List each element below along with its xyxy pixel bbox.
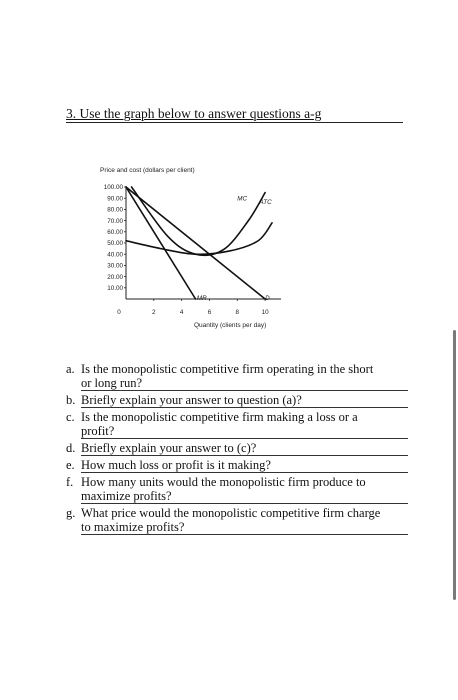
- monopolistic-competition-chart: [0, 0, 458, 340]
- vertical-scrollbar[interactable]: [453, 330, 456, 600]
- question-text-line: maximize profits?: [81, 489, 408, 504]
- question-item: [66, 393, 408, 408]
- y-tick-label: 40.00: [107, 251, 123, 259]
- x-tick-label: 10: [261, 309, 269, 316]
- y-tick-label: 30.00: [107, 262, 123, 270]
- y-tick-label: 20.00: [107, 273, 123, 281]
- question-item: [66, 441, 408, 456]
- y-tick-label: 70.00: [107, 217, 123, 225]
- question-letter: b.: [66, 393, 76, 407]
- x-tick-label: 2: [152, 309, 156, 316]
- question-list: [66, 362, 408, 537]
- x-tick-label: 6: [207, 309, 212, 316]
- question-text-line: or long run?: [81, 376, 408, 391]
- question-text-line: What price would the monopolistic competitive firm charge: [81, 506, 381, 520]
- d-label: D: [265, 295, 270, 303]
- x-axis-label: Quantity (clients per day): [194, 322, 267, 329]
- question-letter: g.: [66, 506, 76, 520]
- y-tick-label: 50.00: [107, 240, 123, 248]
- question-letter: e.: [66, 458, 75, 472]
- question-letter: c.: [66, 410, 75, 424]
- question-text-line: Briefly explain your answer to (c)?: [81, 441, 408, 456]
- question-letter: f.: [66, 475, 74, 489]
- question-letter: a.: [66, 362, 75, 376]
- y-axis-label: Price and cost (dollars per client): [100, 167, 195, 174]
- mr-label: MR: [196, 295, 207, 303]
- d-curve: [126, 187, 265, 299]
- question-text-line: Briefly explain your answer to question (a)?: [81, 393, 408, 408]
- atc-curve: [126, 223, 272, 254]
- question-heading-text: 3. Use the graph below to answer questions a-g: [66, 106, 322, 121]
- atc-label: ATC: [259, 198, 272, 206]
- x-tick-label: 8: [235, 309, 240, 316]
- y-tick-label: 100.00: [103, 184, 123, 192]
- question-item: [66, 506, 408, 535]
- question-item: [66, 475, 408, 504]
- question-letter: d.: [66, 441, 76, 455]
- question-text-line: How many units would the monopolistic firm produce to: [81, 475, 366, 489]
- x-tick-label: 0: [117, 309, 121, 316]
- mc-label: MC: [237, 195, 248, 203]
- y-tick-label: 90.00: [107, 195, 123, 203]
- x-tick-label: 4: [179, 309, 184, 316]
- question-item: [66, 410, 408, 439]
- question-text-line: How much loss or profit is it making?: [81, 458, 408, 473]
- question-text-line: Is the monopolistic competitive firm operating in the short: [81, 362, 374, 376]
- question-text-line: Is the monopolistic competitive firm making a loss or a: [81, 410, 358, 424]
- question-item: [66, 458, 408, 473]
- y-tick-label: 80.00: [107, 206, 123, 214]
- question-item: [66, 362, 408, 391]
- question-text-line: to maximize profits?: [81, 520, 408, 535]
- question-text-line: profit?: [81, 424, 408, 439]
- y-tick-label: 60.00: [107, 229, 123, 236]
- y-tick-label: 10.00: [107, 285, 123, 292]
